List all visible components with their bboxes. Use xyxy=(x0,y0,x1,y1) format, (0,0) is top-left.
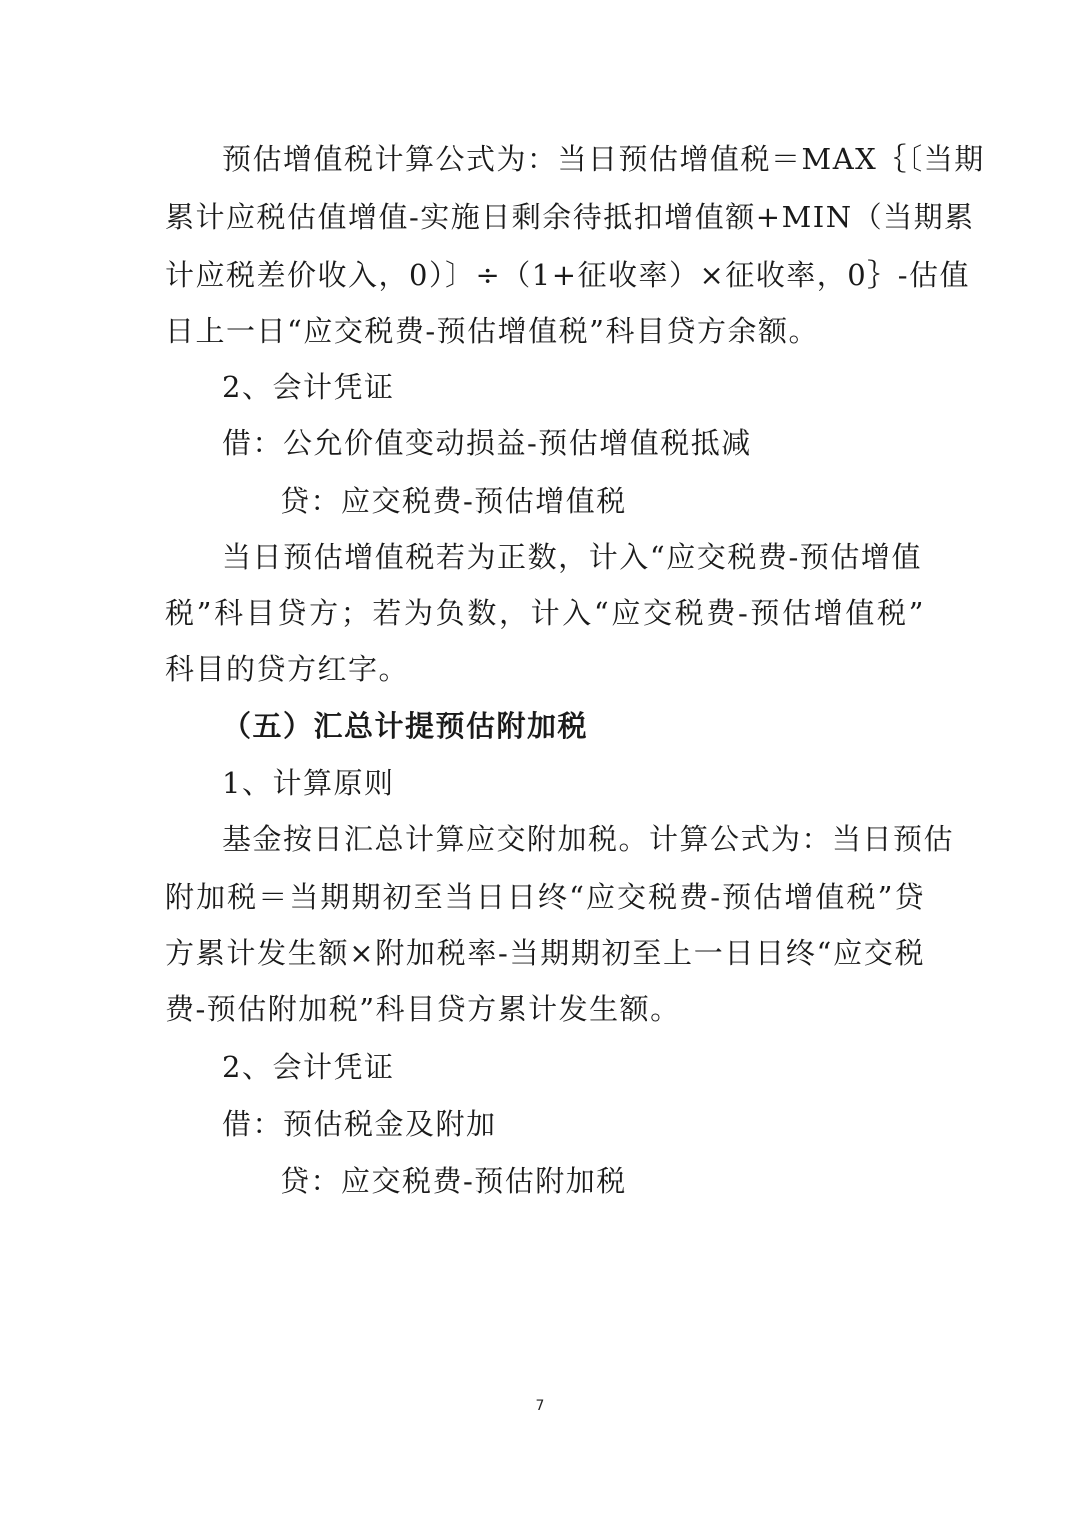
debit-entry: 借：公允价值变动损益-预估增值税抵减 xyxy=(222,426,752,460)
credit-entry: 贷：应交税费-预估增值税 xyxy=(280,484,627,518)
note-line-2: 税”科目贷方；若为负数，计入“应交税费-预估增值税” xyxy=(165,596,925,630)
credit-entry-2: 贷：应交税费-预估附加税 xyxy=(280,1164,627,1198)
formula-line-4: 日上一日“应交税费-预估增值税”科目贷方余额。 xyxy=(165,314,819,348)
formula-line-1: 预估增值税计算公式为：当日预估增值税＝MAX｛〔当期 xyxy=(222,142,985,176)
voucher-heading: 2、会计凭证 xyxy=(222,370,395,404)
debit-entry-2: 借：预估税金及附加 xyxy=(222,1107,497,1141)
principle-heading: 1、计算原则 xyxy=(222,766,395,800)
note-line-1: 当日预估增值税若为正数，计入“应交税费-预估增值 xyxy=(222,540,922,574)
principle-line-1: 基金按日汇总计算应交附加税。计算公式为：当日预估 xyxy=(222,822,955,856)
section-title: （五）汇总计提预估附加税 xyxy=(222,709,589,743)
voucher-heading-2: 2、会计凭证 xyxy=(222,1050,395,1084)
page-number: 7 xyxy=(535,1398,545,1414)
principle-line-2: 附加税＝当期期初至当日日终“应交税费-预估增值税”贷 xyxy=(165,880,925,914)
formula-line-2: 累计应税估值增值-实施日剩余待抵扣增值额+MIN（当期累 xyxy=(165,200,975,234)
principle-line-4: 费-预估附加税”科目贷方累计发生额。 xyxy=(165,992,681,1026)
note-line-3: 科目的贷方红字。 xyxy=(165,652,410,686)
principle-line-3: 方累计发生额×附加税率-当期期初至上一日日终“应交税 xyxy=(165,936,925,970)
formula-line-3: 计应税差价收入，0）〕÷（1+征收率）×征收率，0｝-估值 xyxy=(165,258,971,292)
